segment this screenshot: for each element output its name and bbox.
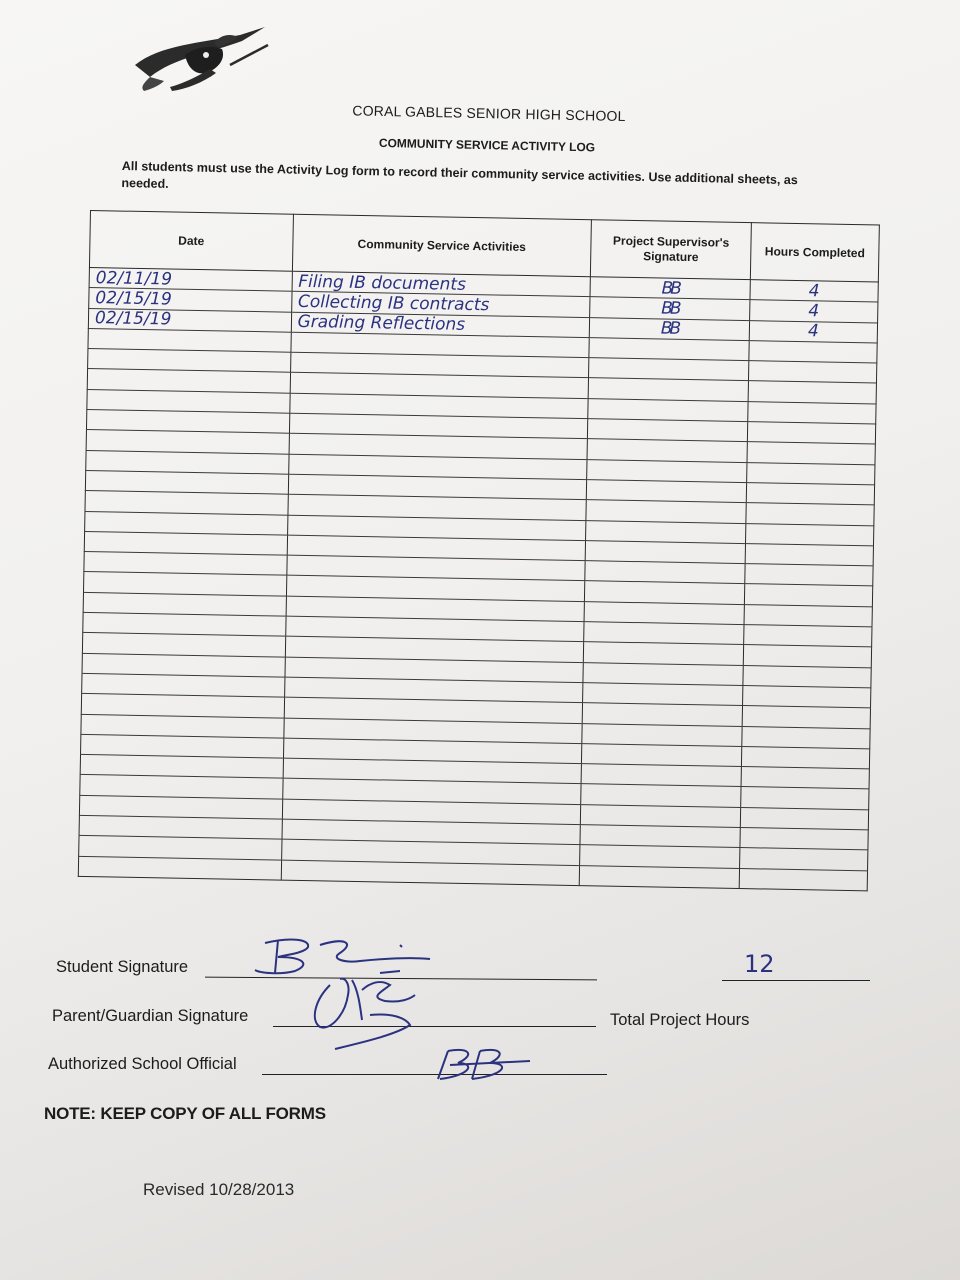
cell-hours[interactable]: [744, 625, 872, 648]
cell-activity[interactable]: Grading Reflections: [291, 312, 590, 338]
cell-activity[interactable]: Collecting IB contracts: [291, 292, 590, 318]
note-text: NOTE: KEEP COPY OF ALL FORMS: [44, 1104, 326, 1123]
cell-hours[interactable]: [748, 401, 876, 424]
total-hours-label: Total Project Hours: [610, 1011, 750, 1029]
column-header-supervisor-signature: Project Supervisor's Signature: [590, 220, 751, 280]
cell-supervisor-signature[interactable]: [581, 784, 741, 807]
school-official-signature-ink: [430, 1045, 540, 1085]
cell-supervisor-signature[interactable]: BB: [590, 297, 750, 320]
instructions-text: All students must use the Activity Log form to record their community service activities. Use additional sheets, as needed.: [121, 158, 798, 191]
cell-hours[interactable]: [739, 868, 867, 891]
cell-hours[interactable]: [749, 361, 877, 384]
cell-hours[interactable]: [745, 543, 873, 566]
cell-supervisor-signature[interactable]: [583, 662, 743, 685]
parent-signature-ink: [300, 965, 430, 1055]
column-header-date: Date: [89, 211, 293, 272]
cell-hours[interactable]: [744, 584, 872, 607]
cell-activity[interactable]: Filing IB documents: [292, 271, 591, 297]
cell-hours[interactable]: [740, 828, 868, 851]
parent-signature-label: Parent/Guardian Signature: [52, 1007, 249, 1025]
cell-hours[interactable]: 4: [750, 280, 878, 303]
column-header-activities: Community Service Activities: [292, 214, 592, 276]
cell-hours[interactable]: [747, 422, 875, 445]
cell-date[interactable]: 02/15/19: [88, 308, 291, 332]
total-hours-value: 12: [744, 950, 775, 978]
cell-supervisor-signature[interactable]: [585, 581, 745, 604]
cell-hours[interactable]: [740, 848, 868, 871]
cell-hours[interactable]: [743, 645, 871, 668]
cell-date[interactable]: 02/15/19: [89, 288, 292, 312]
cell-supervisor-signature[interactable]: [587, 419, 747, 442]
cell-supervisor-signature[interactable]: [581, 764, 741, 787]
student-signature-label: Student Signature: [56, 958, 189, 976]
cell-supervisor-signature[interactable]: [586, 500, 746, 523]
cell-hours[interactable]: [744, 604, 872, 627]
cell-date[interactable]: [78, 856, 281, 880]
cell-hours[interactable]: [741, 767, 869, 790]
cell-activity[interactable]: [281, 860, 580, 886]
cell-hours[interactable]: [749, 340, 877, 363]
cell-hours[interactable]: [743, 665, 871, 688]
cell-hours[interactable]: [746, 483, 874, 506]
cell-supervisor-signature[interactable]: BB: [589, 317, 749, 340]
activity-log-table-wrap: [78, 210, 880, 891]
cavalier-mascot-icon: [130, 25, 270, 95]
table-body: [78, 267, 878, 890]
activity-log-table: [78, 210, 880, 891]
cell-hours[interactable]: [745, 564, 873, 587]
cell-supervisor-signature[interactable]: BB: [590, 277, 750, 300]
cell-hours[interactable]: [746, 503, 874, 526]
cell-hours[interactable]: [740, 807, 868, 830]
cell-hours[interactable]: [747, 462, 875, 485]
cell-hours[interactable]: 4: [750, 300, 878, 323]
school-name: CORAL GABLES SENIOR HIGH SCHOOL: [352, 102, 626, 125]
cell-supervisor-signature[interactable]: [586, 480, 746, 503]
cell-hours[interactable]: [741, 746, 869, 769]
cell-hours[interactable]: [742, 726, 870, 749]
cell-hours[interactable]: [748, 381, 876, 404]
column-header-hours: Hours Completed: [750, 223, 879, 282]
cell-hours[interactable]: [747, 442, 875, 465]
cell-supervisor-signature[interactable]: [588, 398, 748, 421]
cell-hours[interactable]: [742, 706, 870, 729]
cell-supervisor-signature[interactable]: [588, 378, 748, 401]
total-hours-line[interactable]: [722, 980, 870, 981]
cell-supervisor-signature[interactable]: [586, 520, 746, 543]
cell-hours[interactable]: 4: [749, 320, 877, 343]
cell-supervisor-signature[interactable]: [584, 601, 744, 624]
cell-hours[interactable]: [743, 685, 871, 708]
cell-supervisor-signature[interactable]: [580, 845, 740, 868]
cell-supervisor-signature[interactable]: [582, 703, 742, 726]
revision-date: Revised 10/28/2013: [143, 1180, 295, 1199]
cell-supervisor-signature[interactable]: [583, 683, 743, 706]
cell-hours[interactable]: [746, 523, 874, 546]
cell-date[interactable]: 02/11/19: [89, 267, 292, 291]
form-title: COMMUNITY SERVICE ACTIVITY LOG: [378, 135, 596, 155]
cell-hours[interactable]: [741, 787, 869, 810]
cell-supervisor-signature[interactable]: [579, 865, 739, 888]
school-official-label: Authorized School Official: [48, 1055, 237, 1073]
